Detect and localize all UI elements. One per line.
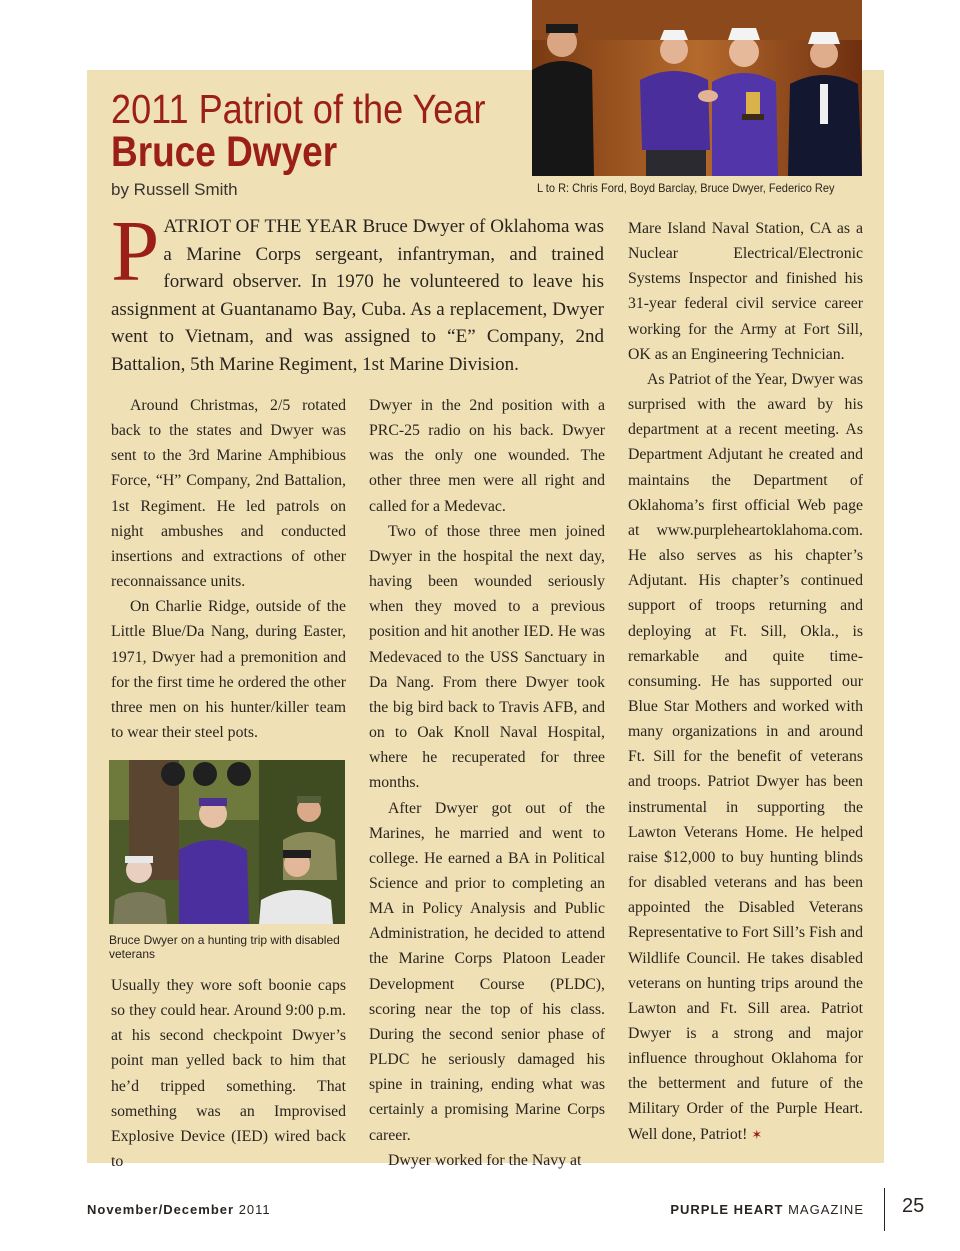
column-1-bottom <box>111 973 346 1174</box>
article-title: 2011 Patriot of the Year <box>111 86 486 132</box>
body-paragraph: Around Christmas, 2/5 rotated back to the states and Dwyer was sent to the 3rd Marine Amphibious Force, “H” Company, 2nd Battalion, 1st Regiment. He led patrols on night ambushes and conducted insertions and extractions of other reconnaissance units. <box>111 397 346 591</box>
body-paragraph: On Charlie Ridge, outside of the Little Blue/Da Nang, during Easter, 1971, Dwyer had a premonition and for the first time he ordered the other three men on his hunter/killer team to wear their steel pots. <box>111 598 346 742</box>
body-paragraph: Dwyer worked for the Navy at <box>388 1151 582 1169</box>
end-mark-icon: ✶ <box>751 1126 763 1142</box>
issue-date <box>87 1202 271 1217</box>
column-3 <box>628 216 863 1147</box>
body-paragraph: Usually they wore soft boonie caps so they could hear. Around 9:00 p.m. at his second checkpoint Dwyer’s point man yelled back to him that he’d tripped something. That something was an Improvised Explosive Device (IED) wired back to <box>111 977 346 1171</box>
award-ceremony-photo <box>532 0 862 176</box>
body-paragraph: Two of those three men joined Dwyer in the hospital the next day, having been wounded seriously when they moved to a previous position and hit another IED. He was Medevaced to the USS Sanctuary in Da Nang. From there Dwyer took the big bird back to Travis AFB, and on to Oak Knoll Naval Hospital, where he recuperated for three months. <box>369 522 605 792</box>
article-subject-name: Bruce Dwyer <box>111 128 338 176</box>
drop-cap: P <box>111 202 160 299</box>
hunting-photo-caption: Bruce Dwyer on a hunting trip with disabled veterans <box>109 933 340 961</box>
issue-month: November/December <box>87 1202 235 1217</box>
footer-divider <box>884 1188 885 1231</box>
magazine-name-light: MAGAZINE <box>788 1202 864 1217</box>
magazine-name <box>670 1202 864 1217</box>
hunting-trip-photo <box>109 760 345 924</box>
column-1-top <box>111 393 346 745</box>
byline: by Russell Smith <box>111 180 238 199</box>
page-number: 25 <box>902 1195 925 1217</box>
body-paragraph: After Dwyer got out of the Marines, he married and went to college. He earned a BA in Political Science and prior to completing an MA in Policy Analysis and Public Administration, he decided to attend the Marine Corps Platoon Leader Development Course (PLDC), scoring near the top of his class. During the second senior phase of PLDC he seriously damaged his spine in training, ending what was certainly a promising Marine Corps career. <box>369 799 605 1144</box>
lead-text: ATRIOT OF THE YEAR Bruce Dwyer of Oklahoma was a Marine Corps sergeant, infantryman, and trained forward observer. In 1970 he volunteered to leave his assignment at Guantanamo Bay, Cuba. As a replacement, Dwyer went to Vietnam, and was assigned to “E” Company, 2nd Battalion, 5th Marine Regiment, 1st Marine Division. <box>111 216 604 375</box>
body-paragraph: Mare Island Naval Station, CA as a Nuclear Electrical/Electronic Systems Inspector and finished his 31-year federal civil service career working for the Army at Fort Sill, OK as an Engineering Technician. <box>628 220 863 363</box>
issue-year: 2011 <box>238 1202 271 1217</box>
award-photo-caption: L to R: Chris Ford, Boyd Barclay, Bruce Dwyer, Federico Rey <box>537 181 835 195</box>
closing-text: As Patriot of the Year, Dwyer was surprised with the award by his department at a recent meeting. As Department Adjutant he created and maintains the Department of Oklahoma’s first official Web page at www.purpleheartoklahoma.com. He also serves as his chapter’s Adjutant. His chapter’s continued support of troops returning and deploying at Ft. Sill, Okla., is remarkable and quite time-consuming. He has supported our Blue Star Mothers and worked with many organizations in and around Ft. Sill for the benefit of veterans and troops. Patriot Dwyer has been instrumental in supporting the Lawton Veterans Home. He helped raise $12,000 to buy hunting blinds for disabled veterans and has been appointed the Disabled Veterans Representative to Fort Sill’s Fish and Wildlife Council. He takes disabled veterans on hunting trips around the Lawton and Ft. Sill area. Patriot Dwyer is a strong and major influence throughout Oklahoma for the betterment and future of the Military Order of the Purple Heart. Well done, Patriot! <box>628 370 863 1143</box>
lead-paragraph <box>111 202 604 378</box>
magazine-name-bold: PURPLE HEART <box>670 1202 784 1217</box>
body-paragraph <box>628 367 863 1147</box>
column-2 <box>369 393 605 1173</box>
body-paragraph: Dwyer in the 2nd position with a PRC-25 radio on his back. Dwyer was the only one wounded. The other three men were all right and called for a Medevac. <box>369 397 605 515</box>
